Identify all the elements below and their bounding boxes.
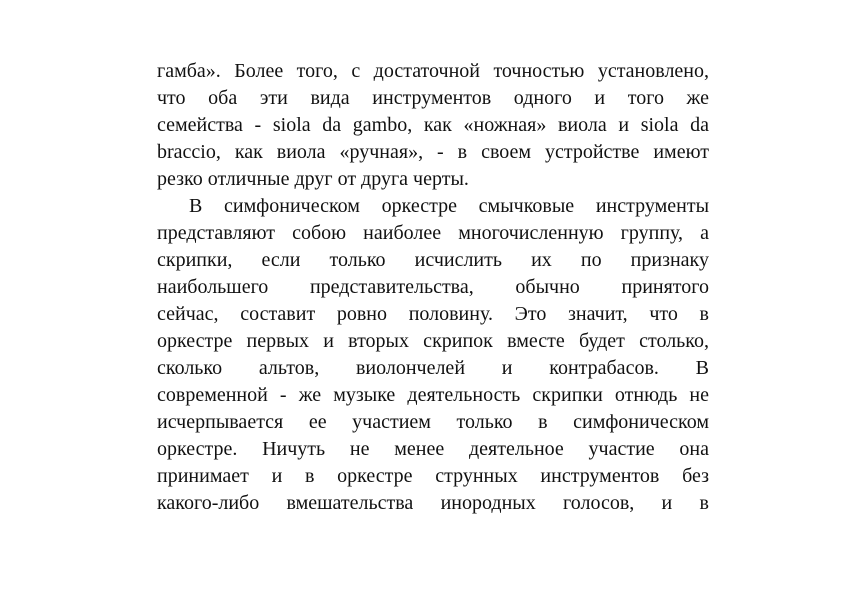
text-line: В симфоническом оркестре смычковые инструменты xyxy=(189,195,709,217)
text-line: braccio, как виола «ручная», - в своем устройстве имеют xyxy=(157,141,709,163)
paragraph xyxy=(157,193,709,517)
text-line: что оба эти вида инструментов одного и того же xyxy=(157,87,709,109)
text-line: современной - же музыке деятельность скрипки отнюдь не xyxy=(157,384,709,406)
text-line: оркестре первых и вторых скрипок вместе будет столько, xyxy=(157,330,709,352)
text-line: резко отличные друг от друга черты. xyxy=(157,168,469,190)
paragraph xyxy=(157,58,709,193)
text-line: оркестре. Ничуть не менее деятельное участие она xyxy=(157,438,709,460)
text-line: сколько альтов, виолончелей и контрабасов. В xyxy=(157,357,709,379)
text-line: семейства - siola da gambo, как «ножная» виола и siola da xyxy=(157,114,709,136)
text-line: принимает и в оркестре струнных инструментов без xyxy=(157,465,709,487)
body-text xyxy=(157,58,709,517)
text-line: наибольшего представительства, обычно принятого xyxy=(157,276,709,298)
text-line: какого-либо вмешательства инородных голосов, и в xyxy=(157,492,709,514)
text-line: представляют собою наиболее многочисленную группу, а xyxy=(157,222,709,244)
text-line: сейчас, составит ровно половину. Это значит, что в xyxy=(157,303,709,325)
text-line: гамба». Более того, с достаточной точностью установлено, xyxy=(157,60,709,82)
text-line: скрипки, если только исчислить их по признаку xyxy=(157,249,709,271)
text-line: исчерпывается ее участием только в симфоническом xyxy=(157,411,709,433)
